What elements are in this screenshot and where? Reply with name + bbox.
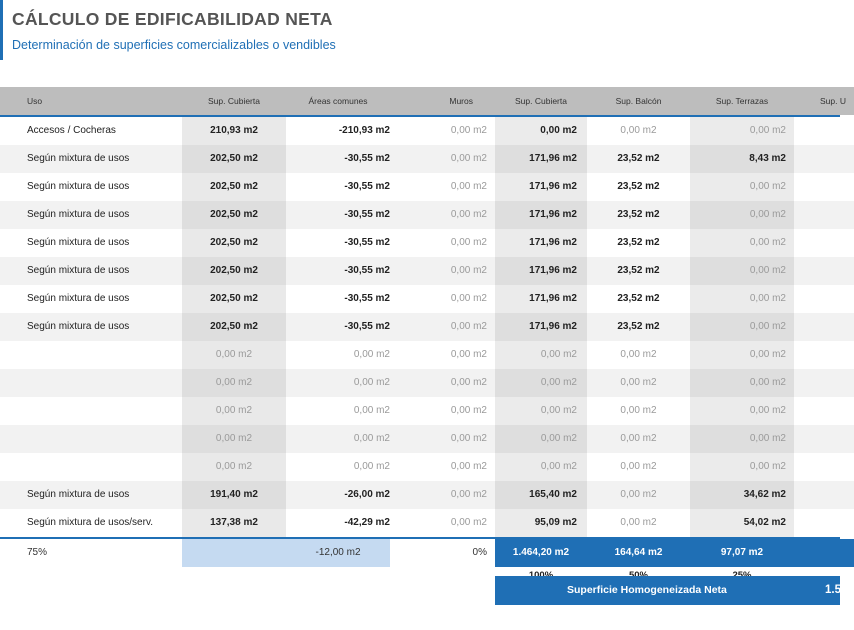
cell-sup-balcon: 0,00 m2 <box>587 481 690 509</box>
cell-sup-cubierta: 137,38 m2 <box>182 509 286 537</box>
cell-sup-cubierta-neta: 171,96 m2 <box>495 229 587 257</box>
cell-sup-balcon: 23,52 m2 <box>587 201 690 229</box>
cell-uso: Accesos / Cocheras <box>27 125 116 136</box>
cell-sup-cubierta: 0,00 m2 <box>182 397 286 425</box>
cell-sup-terrazas: 0,00 m2 <box>690 285 794 313</box>
title-accent-bar <box>0 0 3 60</box>
cell-sup-terrazas: 0,00 m2 <box>690 397 794 425</box>
cell-sup-terrazas: 0,00 m2 <box>690 341 794 369</box>
cell-uso: Según mixtura de usos <box>0 145 182 173</box>
totals-row <box>0 537 840 567</box>
column-header-muros: Muros <box>390 87 495 115</box>
table-row <box>0 397 840 425</box>
cell-sup-terrazas: 0,00 m2 <box>690 425 794 453</box>
table-row <box>0 229 840 257</box>
cell-uso <box>0 425 182 453</box>
cell-sup-balcon: 23,52 m2 <box>587 313 690 341</box>
summary-label: Superficie Homogeneizada Neta <box>567 584 727 596</box>
table-row <box>0 257 840 285</box>
table-header-row <box>0 87 846 117</box>
cell-sup-terrazas: 0,00 m2 <box>690 201 794 229</box>
cell-sup-cubierta-neta: 171,96 m2 <box>495 145 587 173</box>
cell-areas-comunes: -210,93 m2 <box>338 125 390 136</box>
cell-sup-u <box>794 453 854 481</box>
cell-uso: Según mixtura de usos <box>27 237 130 248</box>
cell-sup-u <box>794 481 854 509</box>
cell-sup-balcon: 0,00 m2 <box>587 425 690 453</box>
totals-muros: 0% <box>390 539 495 567</box>
cell-sup-terrazas: 0,00 m2 <box>690 313 794 341</box>
cell-sup-balcon: 23,52 m2 <box>617 293 660 304</box>
cell-areas-comunes: -30,55 m2 <box>286 145 390 173</box>
summary-value: 1.5 <box>825 584 841 596</box>
cell-uso: Según mixtura de usos <box>0 257 182 285</box>
cell-sup-cubierta: 202,50 m2 <box>182 313 286 341</box>
cell-sup-cubierta-neta: 171,96 m2 <box>495 201 587 229</box>
cell-areas-comunes: 0,00 m2 <box>353 461 390 472</box>
table-row <box>0 341 840 369</box>
cell-sup-u <box>794 341 854 369</box>
cell-sup-terrazas: 0,00 m2 <box>690 229 794 257</box>
cell-areas-comunes: 0,00 m2 <box>286 425 390 453</box>
cell-areas-comunes: -42,29 m2 <box>344 517 390 528</box>
cell-muros: 0,00 m2 <box>450 517 487 528</box>
table-row <box>0 117 840 145</box>
cell-sup-u <box>794 201 854 229</box>
cell-sup-u <box>794 285 854 313</box>
column-header-uso: Uso <box>0 87 182 115</box>
cell-uso <box>0 369 182 397</box>
cell-sup-cubierta-neta: 165,40 m2 <box>495 481 587 509</box>
column-header-sup-cubierta-neta: Sup. Cubierta <box>495 87 587 115</box>
cell-areas-comunes: -30,55 m2 <box>344 293 390 304</box>
table-row <box>0 481 840 509</box>
cell-uso <box>0 341 182 369</box>
cell-sup-u <box>794 145 854 173</box>
cell-sup-cubierta: 0,00 m2 <box>182 341 286 369</box>
totals-sup-cubierta <box>182 539 286 567</box>
cell-sup-cubierta-neta: 171,96 m2 <box>495 285 587 313</box>
cell-areas-comunes: -30,55 m2 <box>344 237 390 248</box>
table-row <box>0 509 840 537</box>
cell-sup-cubierta-neta: 171,96 m2 <box>495 313 587 341</box>
cell-sup-u <box>794 313 854 341</box>
totals-areas-comunes: -12,00 m2 <box>286 539 390 567</box>
cell-sup-cubierta-neta: 171,96 m2 <box>495 257 587 285</box>
cell-uso: Según mixtura de usos <box>27 181 130 192</box>
cell-sup-cubierta: 0,00 m2 <box>182 425 286 453</box>
totals-sup-u <box>794 539 854 567</box>
cell-uso: Según mixtura de usos <box>27 293 130 304</box>
cell-uso: Según mixtura de usos <box>0 201 182 229</box>
cell-areas-comunes: -30,55 m2 <box>286 257 390 285</box>
cell-muros: 0,00 m2 <box>450 461 487 472</box>
cell-sup-cubierta: 202,50 m2 <box>182 257 286 285</box>
cell-sup-u <box>794 229 854 257</box>
cell-sup-balcon: 0,00 m2 <box>620 125 657 136</box>
cell-sup-cubierta: 202,50 m2 <box>182 145 286 173</box>
cell-sup-terrazas: 34,62 m2 <box>690 481 794 509</box>
table-row <box>0 173 840 201</box>
cell-muros: 0,00 m2 <box>450 125 487 136</box>
cell-sup-cubierta-neta: 0,00 m2 <box>495 341 587 369</box>
cell-sup-cubierta-neta: 0,00 m2 <box>495 397 587 425</box>
cell-uso: Según mixtura de usos/serv. <box>27 517 153 528</box>
cell-sup-terrazas: 0,00 m2 <box>690 173 794 201</box>
page-subtitle: Determinación de superficies comercializables o vendibles <box>12 38 336 52</box>
cell-sup-balcon: 0,00 m2 <box>587 369 690 397</box>
table-row <box>0 425 840 453</box>
cell-sup-u <box>794 369 854 397</box>
column-header-sup-balcon: Sup. Balcón <box>587 87 690 115</box>
table-row <box>0 369 840 397</box>
cell-areas-comunes: 0,00 m2 <box>286 369 390 397</box>
cell-sup-balcon: 23,52 m2 <box>617 237 660 248</box>
cell-uso <box>0 397 182 425</box>
table-row <box>0 145 840 173</box>
cell-sup-cubierta: 202,50 m2 <box>182 285 286 313</box>
column-header-sup-u: Sup. U <box>794 87 854 115</box>
table-row <box>0 313 840 341</box>
cell-areas-comunes: -26,00 m2 <box>286 481 390 509</box>
cell-sup-u <box>794 397 854 425</box>
cell-muros: 0,00 m2 <box>450 405 487 416</box>
cell-sup-terrazas: 54,02 m2 <box>690 509 794 537</box>
cell-uso: Según mixtura de usos <box>0 313 182 341</box>
table-row <box>0 201 840 229</box>
totals-sup-terrazas: 97,07 m2 <box>690 539 794 567</box>
cell-sup-cubierta-neta: 171,96 m2 <box>495 173 587 201</box>
cell-sup-balcon: 0,00 m2 <box>620 405 657 416</box>
cell-muros: 0,00 m2 <box>450 349 487 360</box>
cell-sup-u <box>794 509 854 537</box>
cell-muros: 0,00 m2 <box>390 369 495 397</box>
cell-muros: 0,00 m2 <box>390 145 495 173</box>
cell-muros: 0,00 m2 <box>450 237 487 248</box>
cell-muros: 0,00 m2 <box>390 425 495 453</box>
cell-muros: 0,00 m2 <box>450 293 487 304</box>
column-header-sup-cubierta: Sup. Cubierta <box>182 87 286 115</box>
table-row <box>0 285 840 313</box>
cell-sup-balcon: 23,52 m2 <box>587 257 690 285</box>
cell-sup-balcon: 23,52 m2 <box>587 145 690 173</box>
cell-uso <box>0 453 182 481</box>
totals-sup-balcon: 164,64 m2 <box>587 539 690 567</box>
cell-sup-terrazas: 8,43 m2 <box>690 145 794 173</box>
cell-areas-comunes: -30,55 m2 <box>344 181 390 192</box>
cell-sup-cubierta: 210,93 m2 <box>182 117 286 145</box>
cell-sup-balcon: 23,52 m2 <box>617 181 660 192</box>
cell-sup-cubierta: 202,50 m2 <box>182 229 286 257</box>
cell-sup-u <box>794 425 854 453</box>
cell-sup-balcon: 0,00 m2 <box>620 461 657 472</box>
cell-sup-cubierta: 191,40 m2 <box>182 481 286 509</box>
cell-sup-cubierta-neta: 0,00 m2 <box>495 425 587 453</box>
cell-uso: Según mixtura de usos <box>0 481 182 509</box>
cell-sup-terrazas: 0,00 m2 <box>690 117 794 145</box>
cell-areas-comunes: 0,00 m2 <box>353 349 390 360</box>
cell-sup-cubierta-neta: 0,00 m2 <box>495 453 587 481</box>
cell-muros: 0,00 m2 <box>390 313 495 341</box>
cell-sup-cubierta: 202,50 m2 <box>182 201 286 229</box>
cell-sup-terrazas: 0,00 m2 <box>690 453 794 481</box>
totals-sup-cubierta-neta: 1.464,20 m2 <box>495 539 587 567</box>
cell-sup-u <box>794 173 854 201</box>
page-title: CÁLCULO DE EDIFICABILIDAD NETA <box>12 9 333 29</box>
cell-areas-comunes: -30,55 m2 <box>286 313 390 341</box>
cell-muros: 0,00 m2 <box>390 257 495 285</box>
cell-sup-cubierta-neta: 95,09 m2 <box>495 509 587 537</box>
cell-sup-cubierta: 202,50 m2 <box>182 173 286 201</box>
cell-areas-comunes: 0,00 m2 <box>353 405 390 416</box>
edificability-table <box>0 87 846 585</box>
cell-sup-terrazas: 0,00 m2 <box>690 257 794 285</box>
totals-uso: 75% <box>0 539 182 567</box>
column-header-areas-comunes: Áreas comunes <box>286 87 390 115</box>
cell-areas-comunes: -30,55 m2 <box>286 201 390 229</box>
cell-sup-terrazas: 0,00 m2 <box>690 369 794 397</box>
cell-sup-u <box>794 257 854 285</box>
cell-muros: 0,00 m2 <box>390 481 495 509</box>
summary-bar <box>495 576 840 605</box>
cell-muros: 0,00 m2 <box>390 201 495 229</box>
cell-sup-cubierta-neta: 0,00 m2 <box>495 369 587 397</box>
cell-sup-cubierta-neta: 0,00 m2 <box>495 117 587 145</box>
cell-sup-cubierta: 0,00 m2 <box>182 369 286 397</box>
column-header-sup-terrazas: Sup. Terrazas <box>690 87 794 115</box>
cell-muros: 0,00 m2 <box>450 181 487 192</box>
table-row <box>0 453 840 481</box>
cell-sup-cubierta: 0,00 m2 <box>182 453 286 481</box>
cell-sup-balcon: 0,00 m2 <box>620 517 657 528</box>
cell-sup-u <box>794 117 854 145</box>
cell-sup-balcon: 0,00 m2 <box>620 349 657 360</box>
